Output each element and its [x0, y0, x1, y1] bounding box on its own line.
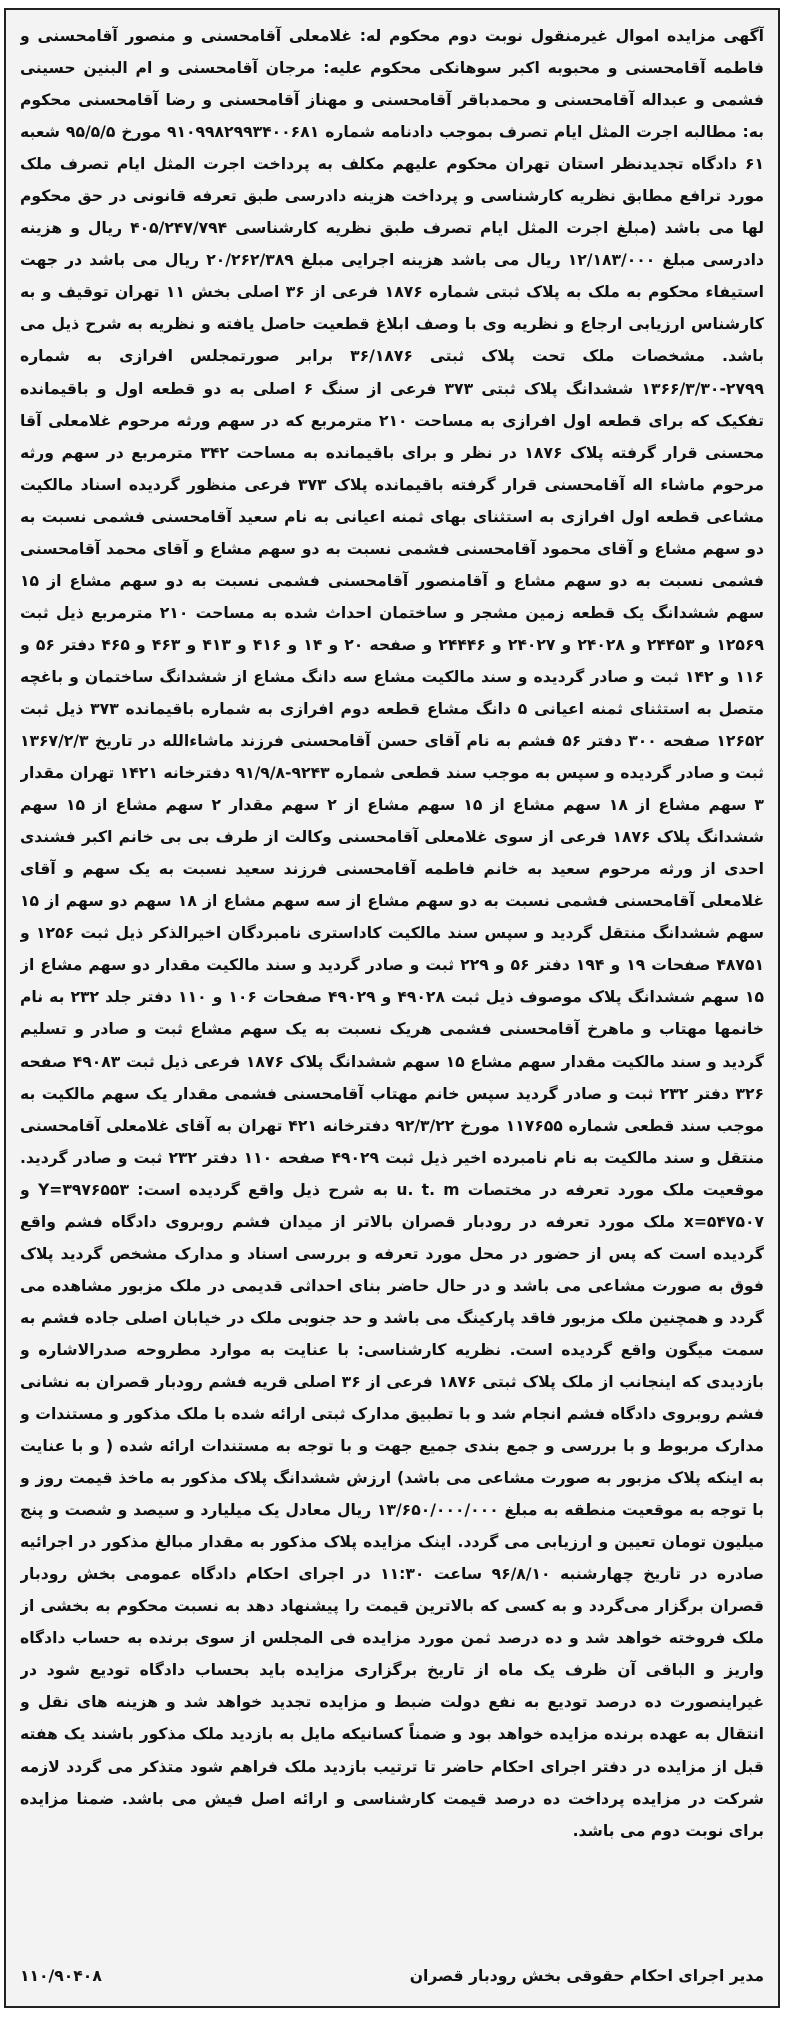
- legal-notice-clipping: [4, 8, 780, 2008]
- notice-footer: [20, 1956, 764, 1996]
- footer-signatory: مدیر اجرای احکام حقوقی بخش رودبار قصران: [409, 1967, 764, 1985]
- footer-reference-number: ۱۱۰/۹۰۴۰۸: [20, 1967, 102, 1985]
- notice-body-text: آگهی مزایده اموال غیرمنقول نوبت دوم محکوم له: غلامعلی آقامحسنی و منصور آقامحسنی و فاطمه آقامحسنی و محبوبه اکبر سوهانکی محکوم علیه: مرجان آقامحسنی و ام البنین حسینی فشمی و عبداله آقامحسنی و محمدباقر آقامحسنی و مهناز آقامحسنی و رضا آقامحسنی محکوم به: مطالبه اجرت المثل ایام تصرف بموجب دادنامه شماره ۹۱۰۹۹۸۲۹۹۳۴۰۰۶۸۱ مورخ ۹۵/۵/۵ شعبه ۶۱ دادگاه تجدیدنظر استان تهران محکوم علیهم مکلف به پرداخت اجرت المثل ایام تصرف ملک مورد ترافع مطابق نظریه کارشناسی و پرداخت هزینه دادرسی طبق تعرفه قانونی در حق محکوم لها می باشد (مبلغ اجرت المثل ایام تصرف طبق نظریه کارشناسی ۴۰۵/۲۴۷/۷۹۴ ریال و هزینه دادرسی مبلغ ۱۲/۱۸۳/۰۰۰ ریال می باشد هزینه اجرایی مبلغ ۲۰/۲۶۲/۳۸۹ ریال می باشد در جهت استیفاء محکوم به ملک به پلاک ثبتی شماره ۱۸۷۶ فرعی از ۳۶ اصلی بخش ۱۱ تهران توقیف و به کارشناس ارزیابی ارجاع و نظریه وی با وصف ابلاغ قطعیت حاصل یافته و نظریه به شرح ذیل می باشد. مشخصات ملک تحت پلاک ثبتی ۳۶/۱۸۷۶ برابر صورتمجلس افرازی به شماره ۲۷۹۹-۱۳۶۶/۳/۳۰ ششدانگ پلاک ثبتی ۳۷۳ فرعی از سنگ ۶ اصلی به دو قطعه اول و باقیمانده تفکیک که برای قطعه اول افرازی به مساحت ۲۱۰ مترمربع که در سهم ورثه مرحوم غلامعلی آقا محسنی قرار گرفته پلاک ۱۸۷۶ در نظر و برای باقیمانده به مساحت ۳۴۲ مترمربع در سهم ورثه مرحوم ماشاء اله آقامحسنی قرار گرفته باقیمانده پلاک ۳۷۳ فرعی منظور گردیده اسناد مالکیت مشاعی قطعه اول افرازی به استثنای بهای ثمنه اعیانی به نام سعید آقامحسنی فشمی نسبت به دو سهم مشاع و آقای محمود آقامحسنی فشمی نسبت به دو سهم مشاع و آقای محمد آقامحسنی فشمی نسبت به دو سهم مشاع و آقامنصور آقامحسنی فشمی نسبت به دو سهم مشاع از ۱۵ سهم ششدانگ یک قطعه زمین مشجر و ساختمان احداث شده به مساحت ۲۱۰ مترمربع ذیل ثبت ۱۲۵۶۹ و ۲۴۴۵۳ و ۲۴۰۲۸ و ۲۴۰۲۷ و ۲۴۴۴۶ و صفحه ۲۰ و ۱۴ و ۴۱۶ و ۴۱۳ و ۴۶۳ و ۴۶۵ دفتر ۵۶ و ۱۱۶ و ۱۴۲ ثبت و صادر گردیده و سند مالکیت مشاع سه دانگ مشاع از ششدانگ ساختمان و باغچه متصل به استثنای ثمنه اعیانی ۵ دانگ مشاع قطعه دوم افرازی به شماره باقیمانده ۳۷۳ ذیل ثبت ۱۲۶۵۲ صفحه ۳۰۰ دفتر ۵۶ فشم به نام آقای حسن آقامحسنی فرزند ماشاءالله در تاریخ ۱۳۶۷/۲/۳ ثبت و صادر گردیده و سپس به موجب سند قطعی شماره ۹۲۴۳-۹۱/۹/۸ دفترخانه ۱۴۲۱ تهران مقدار ۳ سهم مشاع از ۱۸ سهم مشاع از ۱۵ سهم مشاع از ۲ سهم مقدار ۲ سهم مشاع از ۱۵ سهم ششدانگ پلاک ۱۸۷۶ فرعی از سوی غلامعلی آقامحسنی وکالت از طرف بی بی خانم اکبر فشندی احدی از ورثه مرحوم سعید به خانم فاطمه آقامحسنی فرزند سعید نسبت به یک سهم و آقای غلامعلی آقامحسنی فشمی نسبت به دو سهم مشاع از سه سهم مشاع از ۱۸ سهم دو سهم از ۱۵ سهم ششدانگ منتقل گردید و سپس سند مالکیت کاداستری نامبردگان اخیرالذکر ذیل ثبت ۱۲۵۶ و ۴۸۷۵۱ صفحات ۱۹ و ۱۹۴ دفتر ۵۶ و ۲۲۹ ثبت و صادر گردید و سند مالکیت مقدار دو سهم مشاع از ۱۵ سهم ششدانگ پلاک موصوف ذیل ثبت ۴۹۰۲۸ و ۴۹۰۲۹ صفحات ۱۰۶ و ۱۱۰ دفتر جلد ۲۳۲ به نام خانمها مهتاب و ماهرخ آقامحسنی فشمی هریک نسبت به یک سهم مشاع ثبت و صادر و تسلیم گردید و سند مالکیت مقدار سهم مشاع ۱۵ سهم ششدانگ پلاک ۱۸۷۶ فرعی ذیل ثبت ۴۹۰۸۳ صفحه ۳۲۶ دفتر ۲۳۲ ثبت و صادر گردید سپس خانم مهتاب آقامحسنی فشمی مقدار یک سهم مالکیت به موجب سند قطعی شماره ۱۱۷۶۵۵ مورخ ۹۲/۳/۲۲ دفترخانه ۴۲۱ تهران به آقای غلامعلی آقامحسنی منتقل و سند مالکیت به نام نامبرده اخیر ذیل ثبت ۴۹۰۲۹ صفحه ۱۱۰ دفتر ۲۳۲ ثبت و صادر گردید. موقعیت ملک مورد تعرفه در مختصات u. t. m به شرح ذیل واقع گردیده است: ۳۹۷۶۵۵۳=Y و ۵۴۷۵۰۷=x ملک مورد تعرفه در رودبار قصران بالاتر از میدان فشم روبروی دادگاه فشم واقع گردیده است که پس از حضور در محل مورد تعرفه و بررسی اسناد و مدارک مشخص گردید پلاک فوق به صورت مشاعی می باشد و در حال حاضر بنای احداثی قدیمی در ملک مزبور مشاهده می گردد و همچنین ملک مزبور فاقد پارکینگ می باشد و حد جنوبی ملک در خیابان اصلی جاده فشم به سمت میگون واقع گردیده است. نظریه کارشناسی: با عنایت به موارد مطروحه صدرالاشاره و بازدیدی که اینجانب از ملک پلاک ثبتی ۱۸۷۶ فرعی از ۳۶ اصلی قریه فشم رودبار قصران به نشانی فشم روبروی دادگاه فشم انجام شد و با تطبیق مدارک ثبتی ارائه شده با ملک مذکور و مستندات و مدارک مربوط و با بررسی و جمع بندی جمیع جهت و با توجه به مستندات ارائه شده ( و با عنایت به اینکه پلاک مزبور به صورت مشاعی می باشد) ارزش ششدانگ پلاک مذکور به ماخذ قیمت روز و با توجه به موقعیت منطقه به مبلغ ۱۳/۶۵۰/۰۰۰/۰۰۰ ریال معادل یک میلیارد و سیصد و شصت و پنج میلیون تومان تعیین و ارزیابی می گردد. اینک مزایده پلاک مذکور به مقدار مبالغ مذکور در اجرائیه صادره در تاریخ چهارشنبه ۹۶/۸/۱۰ ساعت ۱۱:۳۰ در اجرای احکام دادگاه عمومی بخش رودبار قصران برگزار می‌گردد و به کسی که بالاترین قیمت را پیشنهاد دهد به نسبت محکوم به بخشی از ملک فروخته خواهد شد و ده درصد ثمن مورد مزایده فی المجلس از سوی برنده به حساب دادگاه واریز و الباقی آن ظرف یک ماه از تاریخ برگزاری مزایده باید بحساب دادگاه تودیع شود در غیراینصورت ده درصد تودیع به نفع دولت ضبط و مزایده تجدید خواهد شد و هزینه های نقل و انتقال به عهده برنده مزایده خواهد بود و ضمناً کسانیکه مایل به بازدید ملک مذکور باشند یک هفته قبل از مزایده در دفتر اجرای احکام حاضر تا ترتیب بازدید ملک فراهم شود متذکر می گردد لازمه شرکت در مزایده پرداخت ده درصد قیمت کارشناسی و ارائه اصل فیش می باشد. ضمنا مزایده برای نوبت دوم می باشد.: [20, 27, 764, 1840]
- notice-body: [20, 20, 764, 1950]
